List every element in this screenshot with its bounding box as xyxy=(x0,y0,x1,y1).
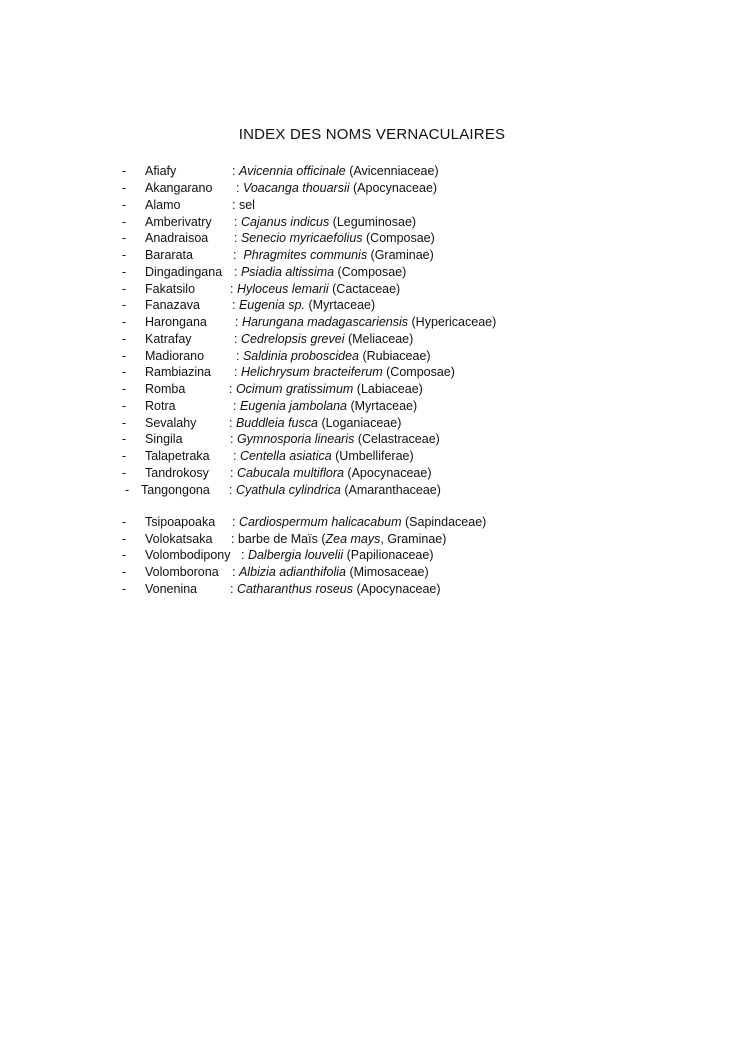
species-name: Eugenia jambolana xyxy=(239,399,347,413)
family-name: (Composae) xyxy=(362,231,435,245)
separator: : xyxy=(236,349,243,363)
bullet-dash: - xyxy=(122,382,127,396)
bullet-dash: - xyxy=(122,231,127,245)
species-name: Cardiospermum halicacabum xyxy=(238,515,402,529)
family-name: (Mimosaceae) xyxy=(345,565,429,579)
species-name: Senecio myricaefolius xyxy=(240,231,363,245)
scientific-name-block xyxy=(241,547,434,563)
separator: : xyxy=(233,248,244,262)
vernacular-name: Anadraisoa xyxy=(145,231,209,245)
vernacular-name: Alamo xyxy=(145,198,181,212)
bullet-dash: - xyxy=(122,181,127,195)
family-name: (Umbelliferae) xyxy=(331,449,414,463)
page-title-text: INDEX DES NOMS VERNACULAIRES xyxy=(238,126,506,143)
vernacular-name: Singila xyxy=(145,432,183,446)
scientific-name-block xyxy=(235,314,496,330)
scientific-name-block xyxy=(236,180,437,196)
bullet-dash: - xyxy=(122,466,127,480)
species-name: Phragmites communis xyxy=(243,248,368,262)
species-name: Cedrelopsis grevei xyxy=(240,332,345,346)
species-name: Voacanga thouarsii xyxy=(242,181,350,195)
separator: : xyxy=(241,548,248,562)
bullet-dash: - xyxy=(122,399,127,413)
species-name: Centella asiatica xyxy=(239,449,332,463)
species-name: Cabucala multiflora xyxy=(236,466,344,480)
scientific-name-block xyxy=(236,348,431,364)
vernacular-name: Romba xyxy=(145,382,186,396)
family-name: (Myrtaceae) xyxy=(346,399,418,413)
vernacular-name: Rotra xyxy=(145,399,176,413)
vernacular-name: Sevalahy xyxy=(145,416,197,430)
vernacular-name: Talapetraka xyxy=(145,449,210,463)
family-name: (Sapindaceae) xyxy=(401,515,487,529)
vernacular-name: Fanazava xyxy=(145,298,200,312)
family-name: , Graminae) xyxy=(380,532,447,546)
species-name: Cyathula cylindrica xyxy=(235,483,341,497)
species-name: Ocimum gratissimum xyxy=(235,382,354,396)
vernacular-name: Tsipoapoaka xyxy=(145,515,216,529)
bullet-dash: - xyxy=(122,532,127,546)
separator: : xyxy=(236,181,243,195)
family-name: (Cactaceae) xyxy=(328,282,401,296)
vernacular-name: Rambiazina xyxy=(145,365,212,379)
family-name: (Apocynaceae) xyxy=(349,181,438,195)
separator: : sel xyxy=(232,198,255,212)
vernacular-name: Amberivatry xyxy=(145,215,212,229)
vernacular-name: Afiafy xyxy=(145,164,177,178)
species-name: Cajanus indicus xyxy=(240,215,330,229)
species-name: Dalbergia louvelii xyxy=(247,548,344,562)
family-name: (Meliaceae) xyxy=(344,332,414,346)
species-name: Harungana madagascariensis xyxy=(241,315,409,329)
scientific-name-block xyxy=(230,581,441,597)
family-name: (Leguminosae) xyxy=(329,215,417,229)
separator: : xyxy=(229,483,236,497)
separator: : xyxy=(230,466,237,480)
separator: : xyxy=(230,582,237,596)
separator: : xyxy=(234,231,241,245)
family-name: (Rubiaceae) xyxy=(359,349,431,363)
separator: : xyxy=(233,399,240,413)
bullet-dash: - xyxy=(122,416,127,430)
scientific-name-block xyxy=(233,247,434,263)
scientific-name-block xyxy=(233,398,417,414)
species-name: Psiadia altissima xyxy=(240,265,335,279)
scientific-name-block xyxy=(232,514,486,530)
vernacular-name: Vonenina xyxy=(145,582,198,596)
bullet-dash: - xyxy=(122,298,127,312)
separator: : xyxy=(230,432,237,446)
separator: : xyxy=(234,365,241,379)
species-name: Helichrysum bracteiferum xyxy=(240,365,383,379)
vernacular-name: Tangongona xyxy=(141,483,210,497)
bullet-dash: - xyxy=(122,164,127,178)
bullet-dash: - xyxy=(122,265,127,279)
scientific-name-block xyxy=(234,331,413,347)
scientific-name-block xyxy=(230,281,400,297)
family-name: (Graminae) xyxy=(367,248,434,262)
vernacular-name: Volombodipony xyxy=(145,548,231,562)
scientific-name-block xyxy=(234,230,435,246)
species-name: Buddleia fusca xyxy=(235,416,318,430)
bullet-dash: - xyxy=(122,449,127,463)
separator: : xyxy=(232,298,239,312)
vernacular-name: Tandrokosy xyxy=(145,466,209,480)
scientific-name-block xyxy=(233,448,414,464)
scientific-name-block xyxy=(234,264,406,280)
vernacular-name: Harongana xyxy=(145,315,207,329)
separator: : barbe de Maïs ( xyxy=(231,532,326,546)
family-name: (Amaranthaceae) xyxy=(340,483,441,497)
species-name: Eugenia sp. xyxy=(238,298,305,312)
separator: : xyxy=(232,164,239,178)
vernacular-name: Katrafay xyxy=(145,332,192,346)
bullet-dash: - xyxy=(125,483,130,497)
species-name: Catharanthus roseus xyxy=(236,582,353,596)
vernacular-name: Volomborona xyxy=(145,565,219,579)
vernacular-name: Dingadingana xyxy=(145,265,223,279)
scientific-name-block xyxy=(229,381,423,397)
separator: : xyxy=(232,565,239,579)
separator: : xyxy=(234,215,241,229)
bullet-dash: - xyxy=(122,315,127,329)
separator: : xyxy=(234,332,241,346)
bullet-dash: - xyxy=(122,432,127,446)
separator: : xyxy=(230,282,237,296)
separator: : xyxy=(233,449,240,463)
scientific-name-block xyxy=(231,531,446,547)
family-name: (Loganiaceae) xyxy=(317,416,402,430)
bullet-dash: - xyxy=(122,548,127,562)
vernacular-name: Madiorano xyxy=(145,349,205,363)
family-name: (Composae) xyxy=(334,265,407,279)
bullet-dash: - xyxy=(122,282,127,296)
vernacular-name: Volokatsaka xyxy=(145,532,213,546)
species-name: Hyloceus lemarii xyxy=(236,282,329,296)
species-name: Saldinia proboscidea xyxy=(242,349,360,363)
family-name: (Labiaceae) xyxy=(353,382,423,396)
separator: : xyxy=(232,515,239,529)
separator: : xyxy=(229,382,236,396)
species-name: Gymnosporia linearis xyxy=(236,432,355,446)
separator: : xyxy=(235,315,242,329)
vernacular-name: Bararata xyxy=(145,248,193,262)
separator: : xyxy=(234,265,241,279)
family-name: (Myrtaceae) xyxy=(304,298,376,312)
bullet-dash: - xyxy=(122,248,127,262)
family-name: (Avicenniaceae) xyxy=(345,164,439,178)
scientific-name-block xyxy=(232,163,439,179)
family-name: (Papilionaceae) xyxy=(343,548,434,562)
bullet-dash: - xyxy=(122,215,127,229)
scientific-name-block xyxy=(234,214,416,230)
bullet-dash: - xyxy=(122,198,127,212)
scientific-name-block xyxy=(232,297,375,313)
family-name: (Apocynaceae) xyxy=(343,466,432,480)
species-name: Avicennia officinale xyxy=(238,164,346,178)
scientific-name-block xyxy=(229,482,441,498)
family-name: (Apocynaceae) xyxy=(353,582,441,596)
vernacular-name: Fakatsilo xyxy=(145,282,196,296)
bullet-dash: - xyxy=(122,365,127,379)
bullet-dash: - xyxy=(122,565,127,579)
scientific-name-block xyxy=(232,564,429,580)
scientific-name-block xyxy=(230,465,432,481)
bullet-dash: - xyxy=(122,515,127,529)
species-name: Albizia adianthifolia xyxy=(238,565,346,579)
scientific-name-block xyxy=(234,364,455,380)
bullet-dash: - xyxy=(122,332,127,346)
vernacular-name: Akangarano xyxy=(145,181,213,195)
family-name: (Composae) xyxy=(382,365,455,379)
bullet-dash: - xyxy=(122,349,127,363)
scientific-name-block xyxy=(229,415,401,431)
scientific-name-block xyxy=(232,197,255,213)
bullet-dash: - xyxy=(122,582,127,596)
species-name: Zea mays xyxy=(325,532,381,546)
family-name: (Hypericaceae) xyxy=(408,315,497,329)
separator: : xyxy=(229,416,236,430)
family-name: (Celastraceae) xyxy=(354,432,440,446)
scientific-name-block xyxy=(230,431,440,447)
page-title xyxy=(0,126,744,143)
